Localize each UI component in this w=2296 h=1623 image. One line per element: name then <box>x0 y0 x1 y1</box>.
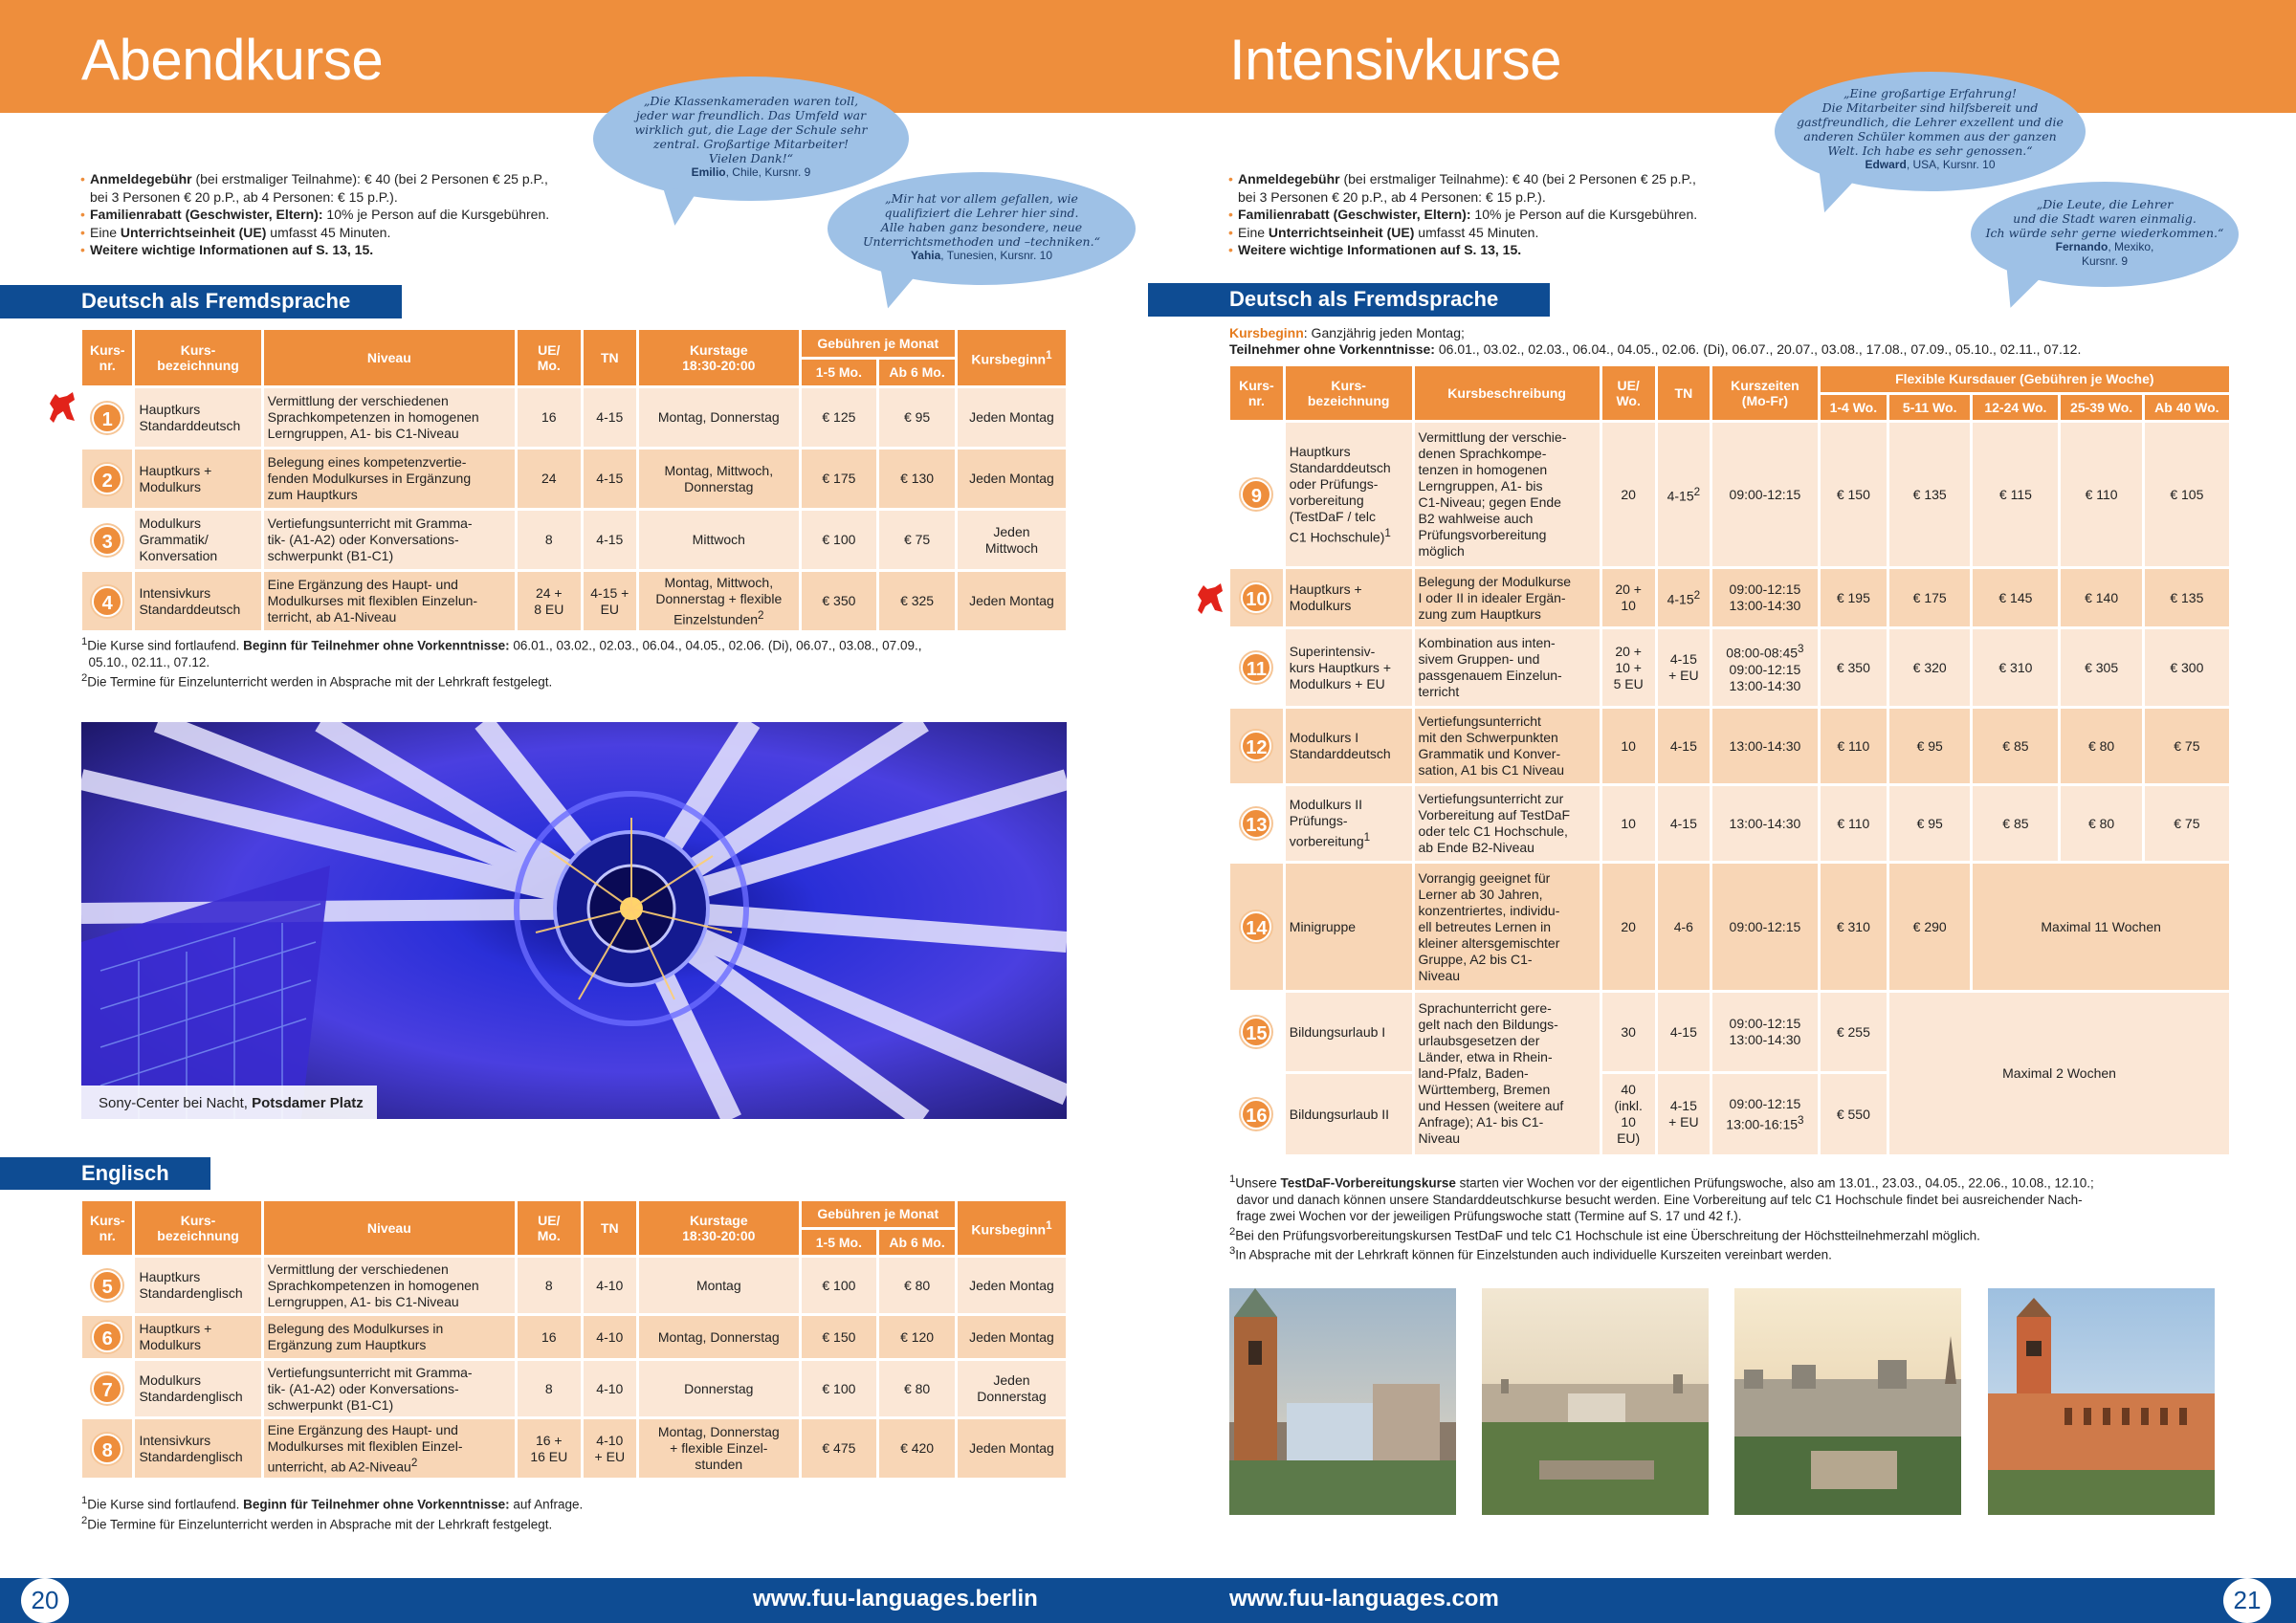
table-cell: Jeden Donnerstag <box>958 1361 1066 1416</box>
table-row <box>1230 993 2229 1071</box>
testimonial-bubble <box>828 172 1136 285</box>
table-cell: $4-15^2$ <box>1658 569 1711 626</box>
table-cell: € 475 <box>802 1419 877 1478</box>
table-cell: € 130 <box>879 450 955 508</box>
testimonial-text: „Eine großartige Erfahrung! Die Mitarbeiter sind hilfsbereit und gastfreundlich, die Lehrer exzellent und die anderen Schüler kommen aus der ganzen Welt. Ich habe es sehr genossen.“ <box>1797 86 2064 158</box>
course-table-englisch-evening <box>79 1198 1069 1480</box>
table-cell: 8 <box>518 511 581 569</box>
table-cell: 09:00-12:15 13:00-14:30 <box>1712 569 1817 626</box>
table-cell: 4-15 + EU <box>1658 1074 1711 1154</box>
col-header-fee1: 1-5 Mo. <box>802 360 877 386</box>
table-cell: 30 <box>1602 993 1655 1071</box>
intensive-intro: Kursbeginn: Ganzjährig jeden Montag; Teilnehmer ohne Vorkenntnisse: 06.01., 03.02., 02.03., 06.04., 04.05., 02.06. (Di), 06.07., 20.07., 03.08., 17.08., 07.09., 05.10., 02.11., 07.12. <box>1229 325 2082 357</box>
info-item: • Weitere wichtige Informationen auf S. 13, 15. <box>1228 241 1793 259</box>
table-cell: € 135 <box>1889 423 1970 566</box>
table-cell: € 100 <box>802 1258 877 1313</box>
col-header-name: Kurs- bezeichnung <box>135 1201 260 1255</box>
table-cell: 4-10 <box>584 1258 636 1313</box>
table-row <box>1230 864 2229 990</box>
course-table-intensive <box>1227 363 2232 1157</box>
berlin-bear-icon <box>48 390 77 433</box>
col-header-w5: Ab 40 Wo. <box>2145 395 2229 421</box>
col-header-days: Kurstage 18:30-20:00 <box>639 330 798 385</box>
col-header-level: Niveau <box>264 330 515 385</box>
table-cell: € 75 <box>2145 786 2229 861</box>
table-cell: € 80 <box>879 1361 955 1416</box>
table-cell: € 420 <box>879 1419 955 1478</box>
table-cell: Jeden Montag <box>958 388 1066 447</box>
section-heading-daf-right: Deutsch als Fremdsprache <box>1148 283 1550 316</box>
course-number-badge: 3 <box>92 525 122 556</box>
table-cell: € 85 <box>1973 709 2058 783</box>
table-cell: 24 + 8 EU <box>518 572 581 630</box>
col-header-name: Kurs- bezeichnung <box>1286 366 1412 420</box>
table-cell: € 310 <box>1821 864 1887 990</box>
testimonial-author: Emilio, Chile, Kursnr. 9 <box>691 165 811 179</box>
table-cell: 20 + 10 <box>1602 569 1655 626</box>
table-cell: 4-15 + EU <box>1658 629 1711 706</box>
table-cell: € 150 <box>802 1316 877 1358</box>
testimonial-bubble <box>1775 72 2086 191</box>
table-cell: Eine Ergänzung des Haupt- und Modulkurses mit flexiblen Einzelun- terricht, ab A1-Niveau <box>264 572 515 630</box>
berlin-photo-rotes-rathaus <box>1988 1288 2215 1515</box>
table-cell: 13:00-14:30 <box>1712 709 1817 783</box>
table-cell: 4-15 <box>584 450 636 508</box>
course-number-cell <box>82 1361 132 1416</box>
table-cell: Vermittlung der verschiedenen Sprachkompetenzen in homogenen Lerngruppen, A1- bis C1-Niveau <box>264 388 515 447</box>
table-row <box>1230 709 2229 783</box>
table-cell: € 75 <box>879 511 955 569</box>
info-item: • Eine Unterrichtseinheit (UE) umfasst 45 Minuten. <box>1228 224 1793 242</box>
table-row <box>82 1258 1066 1313</box>
table-cell: 4-15 <box>1658 709 1711 783</box>
table-cell: Vermittlung der verschie- denen Sprachkompe- tenzen in homogenen Lerngruppen, A1- bis C1-Niveau; gegen Ende B2 wahlweise auch Prüfungsvorbereitung möglich <box>1415 423 1600 566</box>
table-cell: € 325 <box>879 572 955 630</box>
table-cell: Minigruppe <box>1286 864 1412 990</box>
berlin-bear-icon <box>1196 581 1225 625</box>
table-cell: € 100 <box>802 511 877 569</box>
table-cell: Modulkurs I Standarddeutsch <box>1286 709 1412 783</box>
berlin-photo-marienkirche <box>1229 1288 1456 1515</box>
course-number-cell <box>1230 629 1283 706</box>
course-number-cell <box>1230 1074 1283 1154</box>
info-item: • Familienrabatt (Geschwister, Eltern): 10% je Person auf die Kursgebühren. <box>1228 206 1793 224</box>
info-item: • Eine Unterrichtseinheit (UE) umfasst 45 Minuten. <box>80 224 645 242</box>
table-cell: Intensivkurs Standardenglisch <box>135 1419 260 1478</box>
table-cell: € 125 <box>802 388 877 447</box>
course-number-cell <box>82 450 132 508</box>
table-cell: Sprachunterricht gere- gelt nach den Bildungs- urlaubsgesetzen der Länder, etwa in Rhein- land-Pfalz, Baden- Württemberg, Bremen und Hessen (weitere auf Anfrage); A1- bis C1- Niveau <box>1415 993 1600 1154</box>
col-header-ue: UE/ Mo. <box>518 1201 581 1255</box>
table-cell: € 95 <box>879 388 955 447</box>
table-cell: 4-15 <box>1658 993 1711 1071</box>
table-cell: 40 (inkl. 10 EU) <box>1602 1074 1655 1154</box>
col-header-tn: TN <box>1658 366 1711 420</box>
table-cell: € 80 <box>879 1258 955 1313</box>
table-cell: Hauptkurs + Modulkurs <box>135 1316 260 1358</box>
col-header-w2: 5-11 Wo. <box>1889 395 1970 421</box>
table-cell: € 95 <box>1889 786 1970 861</box>
col-header-fee1: 1-5 Mo. <box>802 1230 877 1256</box>
table-cell: Mittwoch <box>639 511 798 569</box>
course-number-badge: 16 <box>1241 1099 1271 1130</box>
col-header-level: Niveau <box>264 1201 515 1255</box>
table-cell: € 150 <box>1821 423 1887 566</box>
course-number-cell <box>1230 786 1283 861</box>
table-cell: Donnerstag <box>639 1361 798 1416</box>
table-cell: Montag, Donnerstag <box>639 1316 798 1358</box>
testimonial-bubble <box>1971 182 2239 287</box>
course-table-daf-evening <box>79 327 1069 633</box>
course-number-badge: 5 <box>92 1270 122 1301</box>
col-header-ue: UE/ Wo. <box>1602 366 1655 420</box>
col-header-fees: Gebühren je Monat <box>802 330 955 357</box>
table-cell: Vertiefungsunterricht mit den Schwerpunkten Grammatik und Konver- sation, A1 bis C1 Niveau <box>1415 709 1600 783</box>
table-cell: 8 <box>518 1361 581 1416</box>
col-header-ue: UE/ Mo. <box>518 330 581 385</box>
table-cell: € 85 <box>1973 786 2058 861</box>
col-header-nr: Kurs- nr. <box>82 330 132 385</box>
table-cell: 4-15 <box>584 511 636 569</box>
course-number-badge: 9 <box>1241 479 1271 510</box>
website-link-com[interactable]: www.fuu-languages.com <box>1229 1586 1499 1612</box>
page-number-left: 20 <box>21 1578 69 1623</box>
course-number-cell <box>1230 423 1283 566</box>
table-cell: Hauptkurs + Modulkurs <box>1286 569 1412 626</box>
table-cell: 8 <box>518 1258 581 1313</box>
table-cell: 4-15 <box>584 388 636 447</box>
table-cell: 16 + 16 EU <box>518 1419 581 1478</box>
info-item: • Familienrabatt (Geschwister, Eltern): 10% je Person auf die Kursgebühren. <box>80 206 645 224</box>
table-cell: € 195 <box>1821 569 1887 626</box>
course-number-badge: 7 <box>92 1373 122 1404</box>
col-header-tn: TN <box>584 1201 636 1255</box>
table-cell: 16 <box>518 1316 581 1358</box>
table-cell: € 95 <box>1889 709 1970 783</box>
table-cell: Hauptkurs + Modulkurs <box>135 450 260 508</box>
table-cell: 09:00-12:15 $13:00-16:15^3$ <box>1712 1074 1817 1154</box>
col-header-fee2: Ab 6 Mo. <box>879 360 955 386</box>
berlin-photo-skyline <box>1482 1288 1709 1515</box>
table-cell: 20 <box>1602 864 1655 990</box>
photo-caption: Sony-Center bei Nacht, Potsdamer Platz <box>81 1086 377 1119</box>
footnote-englisch: $^1$Die Kurse sind fortlaufend. Beginn für Teilnehmer ohne Vorkenntnisse: auf Anfrage. $^2$Die Termine für Einzelunterricht werden in Absprache mit der Lehrkraft festgelegt. <box>81 1495 584 1531</box>
table-cell: € 255 <box>1821 993 1887 1071</box>
table-cell: Montag <box>639 1258 798 1313</box>
table-cell: Jeden Montag <box>958 1316 1066 1358</box>
table-cell: € 290 <box>1889 864 1970 990</box>
table-cell: Belegung der Modulkurse I oder II in idealer Ergän- zung zum Hauptkurs <box>1415 569 1600 626</box>
course-number-badge: 1 <box>92 403 122 433</box>
table-cell: € 175 <box>1889 569 1970 626</box>
testimonial-author: Fernando, Mexiko, Kursnr. 9 <box>2055 240 2154 268</box>
col-header-nr: Kurs- nr. <box>1230 366 1283 420</box>
table-cell: Hauptkurs Standardenglisch <box>135 1258 260 1313</box>
table-cell: € 140 <box>2061 569 2141 626</box>
info-item: • Anmeldegebühr (bei erstmaliger Teilnahme): € 40 (bei 2 Personen € 25 p.P., bei 3 Personen € 20 p.P., ab 4 Personen: € 15 p.P.). <box>1228 170 1793 206</box>
table-cell: € 350 <box>802 572 877 630</box>
table-cell: € 105 <box>2145 423 2229 566</box>
course-number-badge: 14 <box>1241 911 1271 942</box>
table-cell: Maximal 11 Wochen <box>1973 864 2229 990</box>
footer-bar <box>0 1578 2296 1623</box>
table-cell: € 75 <box>2145 709 2229 783</box>
table-cell: Jeden Montag <box>958 450 1066 508</box>
table-row <box>82 450 1066 508</box>
table-cell: 24 <box>518 450 581 508</box>
table-cell: € 320 <box>1889 629 1970 706</box>
table-cell: $4-15^2$ <box>1658 423 1711 566</box>
table-cell: 4-10 <box>584 1316 636 1358</box>
table-cell: € 175 <box>802 450 877 508</box>
table-cell: 09:00-12:15 <box>1712 423 1817 566</box>
course-number-badge: 11 <box>1241 652 1271 683</box>
table-cell: Eine Ergänzung des Haupt- und Modulkurses mit flexiblen Einzel- unterricht, ab A2-Niveau$^2$ <box>264 1419 515 1478</box>
course-number-cell <box>82 572 132 630</box>
sony-center-photo <box>81 722 1067 1119</box>
info-item: • Anmeldegebühr (bei erstmaliger Teilnahme): € 40 (bei 2 Personen € 25 p.P., bei 3 Personen € 20 p.P., ab 4 Personen: € 15 p.P.). <box>80 170 645 206</box>
table-cell: € 350 <box>1821 629 1887 706</box>
course-number-cell <box>1230 993 1283 1071</box>
table-row <box>1230 786 2229 861</box>
footnote-daf-evening: $^1$Die Kurse sind fortlaufend. Beginn für Teilnehmer ohne Vorkenntnisse: 06.01., 03.02., 02.03., 06.04., 04.05., 02.06. (Di), 06.07., 03.08., 07.09., 05.10., 02.11., 07.12. $^2$Die Termine für Einzelunterricht werden in Absprache mit der Lehrkraft festgelegt. <box>81 636 922 689</box>
table-cell: 16 <box>518 388 581 447</box>
course-number-badge: 2 <box>92 464 122 494</box>
table-cell: € 120 <box>879 1316 955 1358</box>
table-cell: $08:00-08:45^3$ 09:00-12:15 13:00-14:30 <box>1712 629 1817 706</box>
testimonial-bubble <box>593 77 909 201</box>
table-cell: 09:00-12:15 13:00-14:30 <box>1712 993 1817 1071</box>
website-link-berlin[interactable]: www.fuu-languages.berlin <box>753 1586 1038 1612</box>
table-row <box>82 1419 1066 1478</box>
course-number-cell <box>82 388 132 447</box>
table-row <box>1230 423 2229 566</box>
table-cell: € 110 <box>1821 709 1887 783</box>
table-cell: Montag, Donnerstag + flexible Einzel- stunden <box>639 1419 798 1478</box>
info-list-left <box>80 170 645 259</box>
course-number-cell <box>1230 569 1283 626</box>
table-cell: Jeden Mittwoch <box>958 511 1066 569</box>
table-cell: Bildungsurlaub II <box>1286 1074 1412 1154</box>
table-row <box>82 572 1066 630</box>
table-cell: Kombination aus inten- sivem Gruppen- und passgenauem Einzelun- terricht <box>1415 629 1600 706</box>
col-header-desc: Kursbeschreibung <box>1415 366 1600 420</box>
info-item: • Weitere wichtige Informationen auf S. 13, 15. <box>80 241 645 259</box>
col-header-nr: Kurs- nr. <box>82 1201 132 1255</box>
col-header-times: Kurszeiten (Mo-Fr) <box>1712 366 1817 420</box>
col-header-w1: 1-4 Wo. <box>1821 395 1887 421</box>
testimonial-author: Edward, USA, Kursnr. 10 <box>1865 158 1996 171</box>
table-row <box>82 511 1066 569</box>
table-cell: Vertiefungsunterricht mit Gramma- tik- (A1-A2) oder Konversations- schwerpunkt (B1-C1) <box>264 511 515 569</box>
table-cell: 4-15 <box>1658 786 1711 861</box>
col-header-start: Kursbeginn$^1$ <box>958 330 1066 385</box>
col-header-w4: 25-39 Wo. <box>2061 395 2141 421</box>
course-number-cell <box>1230 864 1283 990</box>
course-number-badge: 13 <box>1241 808 1271 839</box>
table-cell: 4-10 <box>584 1361 636 1416</box>
course-number-badge: 8 <box>92 1434 122 1464</box>
col-header-fees: Gebühren je Monat <box>802 1201 955 1227</box>
table-cell: 20 + 10 + 5 EU <box>1602 629 1655 706</box>
berlin-photo-cityview <box>1734 1288 1961 1515</box>
table-cell: Superintensiv- kurs Hauptkurs + Modulkurs + EU <box>1286 629 1412 706</box>
table-row <box>1230 569 2229 626</box>
table-cell: 09:00-12:15 <box>1712 864 1817 990</box>
table-cell: € 300 <box>2145 629 2229 706</box>
testimonial-text: „Die Klassenkameraden waren toll, jeder war freundlich. Das Umfeld war wirklich gut, die Lage der Schule sehr zentral. Großartige Mitarbeiter! Vielen Dank!“ <box>634 94 868 165</box>
table-cell: Montag, Donnerstag <box>639 388 798 447</box>
testimonial-author: Yahia, Tunesien, Kursnr. 10 <box>910 249 1053 262</box>
table-cell: Modulkurs Standardenglisch <box>135 1361 260 1416</box>
table-cell: € 310 <box>1973 629 2058 706</box>
col-header-tn: TN <box>584 330 636 385</box>
table-cell: € 110 <box>1821 786 1887 861</box>
table-cell: Vertiefungsunterricht zur Vorbereitung auf TestDaF oder telc C1 Hochschule, ab Ende B2-Niveau <box>1415 786 1600 861</box>
table-cell: Intensivkurs Standarddeutsch <box>135 572 260 630</box>
course-number-cell <box>82 1419 132 1478</box>
col-header-name: Kurs- bezeichnung <box>135 330 260 385</box>
table-cell: Bildungsurlaub I <box>1286 993 1412 1071</box>
table-cell: 4-10 + EU <box>584 1419 636 1478</box>
page-number-right: 21 <box>2223 1578 2271 1623</box>
table-row <box>1230 629 2229 706</box>
course-number-badge: 15 <box>1241 1017 1271 1047</box>
table-cell: 4-6 <box>1658 864 1711 990</box>
course-number-cell <box>1230 709 1283 783</box>
table-cell: 10 <box>1602 786 1655 861</box>
table-cell: Montag, Mittwoch, Donnerstag <box>639 450 798 508</box>
table-cell: 20 <box>1602 423 1655 566</box>
table-cell: Montag, Mittwoch, Donnerstag + flexible Einzelstunden$^2$ <box>639 572 798 630</box>
table-row <box>82 1316 1066 1358</box>
course-number-cell <box>82 511 132 569</box>
col-header-fee2: Ab 6 Mo. <box>879 1230 955 1256</box>
course-number-badge: 10 <box>1241 582 1271 613</box>
table-cell: € 145 <box>1973 569 2058 626</box>
col-header-start: Kursbeginn$^1$ <box>958 1201 1066 1255</box>
testimonial-text: „Die Leute, die Lehrer und die Stadt waren einmalig. Ich würde sehr gerne wiederkommen.“ <box>1985 197 2224 240</box>
course-number-cell <box>82 1316 132 1358</box>
table-cell: Hauptkurs Standarddeutsch oder Prüfungs- vorbereitung (TestDaF / telc C1 Hochschule)$^1$ <box>1286 423 1412 566</box>
table-cell: Belegung des Modulkurses in Ergänzung zum Hauptkurs <box>264 1316 515 1358</box>
table-cell: Modulkurs Grammatik/ Konversation <box>135 511 260 569</box>
page-title-right: Intensivkurse <box>1229 28 1561 92</box>
table-cell: € 135 <box>2145 569 2229 626</box>
table-cell: € 550 <box>1821 1074 1887 1154</box>
page-title-left: Abendkurse <box>81 28 384 92</box>
table-cell: Jeden Montag <box>958 1419 1066 1478</box>
table-cell: Belegung eines kompetenzvertie- fenden Modulkurses in Ergänzung zum Hauptkurs <box>264 450 515 508</box>
table-cell: € 80 <box>2061 786 2141 861</box>
table-cell: € 115 <box>1973 423 2058 566</box>
table-cell: Hauptkurs Standarddeutsch <box>135 388 260 447</box>
table-cell: Vermittlung der verschiedenen Sprachkompetenzen in homogenen Lerngruppen, A1- bis C1-Niveau <box>264 1258 515 1313</box>
table-row <box>82 1361 1066 1416</box>
col-header-days: Kurstage 18:30-20:00 <box>639 1201 798 1255</box>
col-header-flex: Flexible Kursdauer (Gebühren je Woche) <box>1821 366 2229 392</box>
course-number-badge: 6 <box>92 1322 122 1352</box>
table-cell: Jeden Montag <box>958 1258 1066 1313</box>
footnote-intensive: $^1$Unsere TestDaF-Vorbereitungskurse starten vier Wochen vor der eigentlichen Prüfungswoche, also am 13.01., 23.03., 04.05., 22.06., 10.08., 12.10.; davor und danach können unsere Standarddeutschkurse besucht werden. Eine Vorbereitung auf telc C1 Hochschule findet bei ausreichender Nach- frage zwei Wochen vor der jeweiligen Prüfungswoche statt (Termine auf S. 17 und 42 f.). $^2$Bei den Prüfungsvorbereitungskursen TestDaF und telc C1 Hochschule ist eine Überschreitung der Höchstteilnehmerzahl möglich. $^3$In Absprache mit der Lehrkraft können für Einzelstunden auch individuelle Kurszeiten vereinbart werden. <box>1229 1173 2094 1262</box>
course-number-badge: 12 <box>1241 731 1271 761</box>
testimonial-text: „Mir hat vor allem gefallen, wie qualifiziert die Lehrer hier sind. Alle haben ganz besondere, neue Unterrichtsmethoden und –techniken.“ <box>863 191 1100 249</box>
table-cell: € 305 <box>2061 629 2141 706</box>
table-cell: Jeden Montag <box>958 572 1066 630</box>
section-heading-englisch: Englisch <box>0 1157 210 1190</box>
section-heading-daf-left: Deutsch als Fremdsprache <box>0 285 402 318</box>
table-cell: Vorrangig geeignet für Lerner ab 30 Jahren, konzentriertes, individu- ell betreutes Lernen in kleiner altersgemischter Gruppe, A2 bis C1- Niveau <box>1415 864 1600 990</box>
course-number-badge: 4 <box>92 586 122 617</box>
table-cell: € 100 <box>802 1361 877 1416</box>
info-list-right <box>1228 170 1793 259</box>
table-cell: 13:00-14:30 <box>1712 786 1817 861</box>
table-cell: € 110 <box>2061 423 2141 566</box>
table-cell: Maximal 2 Wochen <box>1889 993 2229 1154</box>
table-cell: Vertiefungsunterricht mit Gramma- tik- (A1-A2) oder Konversations- schwerpunkt (B1-C1) <box>264 1361 515 1416</box>
table-cell: 10 <box>1602 709 1655 783</box>
course-number-cell <box>82 1258 132 1313</box>
table-cell: 4-15 + EU <box>584 572 636 630</box>
table-cell: Modulkurs II Prüfungs- vorbereitung$^1$ <box>1286 786 1412 861</box>
table-row <box>82 388 1066 447</box>
col-header-w3: 12-24 Wo. <box>1973 395 2058 421</box>
table-cell: € 80 <box>2061 709 2141 783</box>
